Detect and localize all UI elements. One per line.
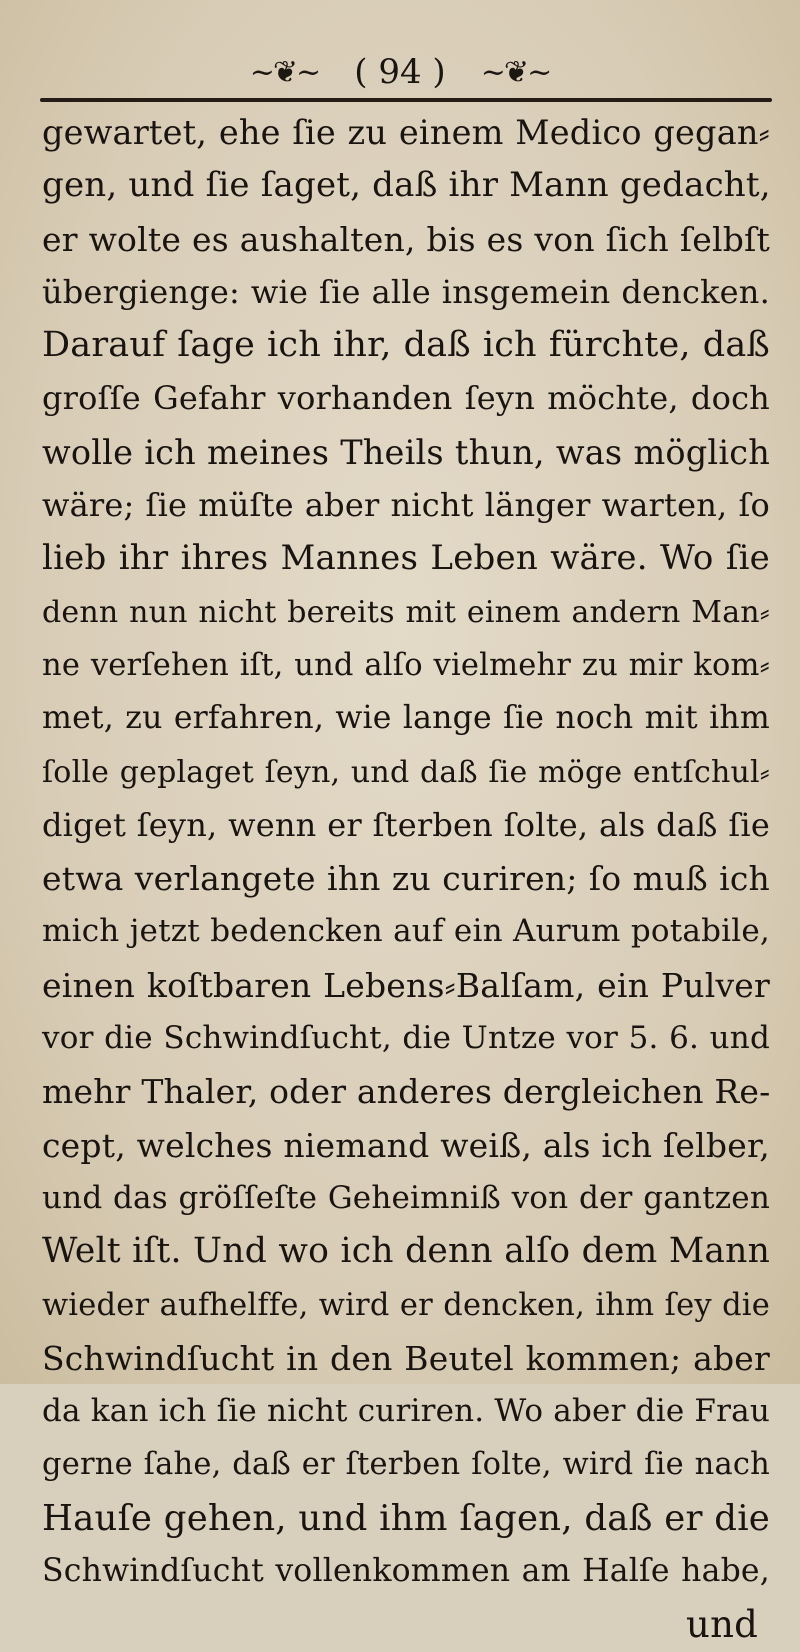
text-line: Schwindſucht vollenkommen am Halſe habe,: [42, 1553, 770, 1590]
text-line: Hauſe gehen, und ihm ſagen, daß er die: [42, 1497, 770, 1539]
text-line: mich jetzt bedencken auf ein Aurum potabile,: [42, 913, 770, 950]
text-line: gen, und ſie ſaget, daß ihr Mann gedacht,: [42, 165, 771, 206]
text-line: diget ſeyn, wenn er ſterben ſolte, als daß ſie: [42, 805, 770, 844]
text-line: lieb ihr ihres Mannes Leben wäre. Wo ſie: [42, 538, 770, 579]
catchword: und: [686, 1603, 758, 1647]
text-line: gewartet, ehe ſie zu einem Medico gegan⸗: [42, 113, 770, 152]
text-line: Schwindſucht in den Beutel kommen; aber: [42, 1338, 770, 1378]
text-line: gerne ſahe, daß er ſterben ſolte, wird ſie nach: [42, 1447, 770, 1483]
text-line: wieder aufhelffe, wird er dencken, ihm ſey die: [42, 1287, 770, 1323]
right-ornament-icon: ~❦~: [480, 54, 551, 90]
text-line: mehr Thaler, oder anderes dergleichen Re-: [42, 1072, 771, 1112]
text-line: etwa verlangete ihn zu curiren; ſo muß ich: [42, 859, 770, 899]
text-line: Welt iſt. Und wo ich denn alſo dem Mann: [42, 1231, 770, 1272]
text-line: übergienge: wie ſie alle insgemein dencken.: [42, 272, 770, 311]
text-line: wolle ich meines Theils thun, was möglich: [42, 432, 770, 472]
header-rule: [40, 98, 772, 102]
text-line: ne verſehen iſt, und alſo vielmehr zu mir kom⸗: [42, 647, 770, 683]
body-text: [42, 106, 770, 1652]
left-ornament-icon: ~❦~: [249, 54, 320, 90]
text-line: und das gröſſeſte Geheimniß von der gantzen: [42, 1179, 770, 1216]
text-line: da kan ich ſie nicht curiren. Wo aber die Frau: [42, 1393, 770, 1430]
text-line: vor die Schwindſucht, die Untze vor 5. 6. und: [42, 1020, 770, 1057]
text-line: cept, welches niemand weiß, als ich ſelber,: [42, 1125, 770, 1165]
text-line: einen koſtbaren Lebens⸗Balſam, ein Pulver: [42, 965, 770, 1005]
text-line: met, zu erfahren, wie lange ſie noch mit ihm: [42, 700, 770, 737]
page-number: ( 94 ): [354, 52, 446, 92]
text-line: er wolte es aushalten, bis es von ſich ſelbſt: [42, 219, 770, 259]
text-line: groſſe Gefahr vorhanden ſeyn möchte, doch: [42, 379, 770, 418]
text-line: Darauf ſage ich ihr, daß ich fürchte, daß: [42, 325, 770, 366]
text-line: wäre; ſie müſte aber nicht länger warten, ſo: [42, 486, 770, 525]
text-line: denn nun nicht bereits mit einem andern Man⸗: [42, 594, 770, 630]
text-line: ſolle geplaget ſeyn, und daß ſie möge entſchul⸗: [42, 754, 770, 790]
page-header: [0, 52, 800, 92]
